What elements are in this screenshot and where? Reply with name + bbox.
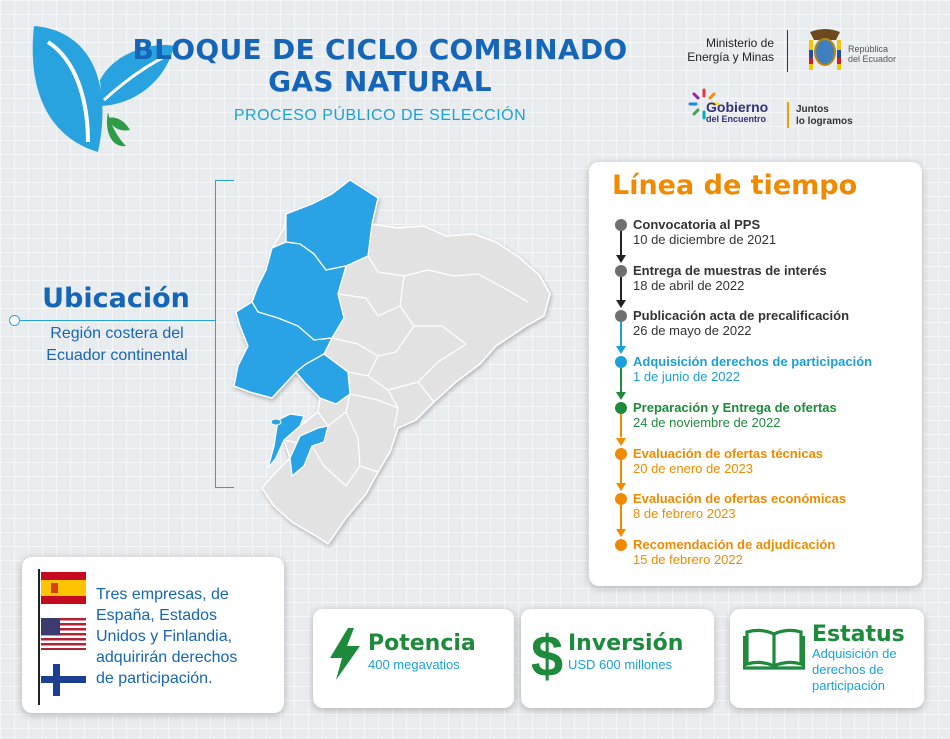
power-value: 400 megavatios [368,657,460,672]
juntos-slogan [796,104,853,128]
companies-line-1: Tres empresas, de [96,586,229,603]
timeline-arrow [616,529,626,537]
investment-value: USD 600 millones [568,657,673,672]
republica-label [848,44,896,64]
svg-text:$: $ [530,624,564,686]
timeline-item [633,308,849,338]
finland-flag-icon [41,664,86,696]
timeline-connector [620,277,622,301]
timeline-event: Convocatoria al PPS [633,217,761,232]
timeline-arrow [616,483,626,491]
status-line-3: participación [812,678,885,693]
status-title: Estatus [812,622,905,647]
status-value [812,646,920,694]
timeline-connector [620,505,622,529]
republica-line-1: República [848,44,889,54]
gobierno-main: Gobierno [706,99,769,115]
flag-pole [38,569,40,705]
dollar-sign-icon [530,624,564,686]
usa-flag-icon [41,618,86,650]
timeline-event: Evaluación de ofertas económicas [633,491,847,507]
companies-text [96,584,276,689]
location-title: Ubicación [42,283,190,314]
timeline-date: 1 de junio de 2022 [633,369,740,385]
timeline-date: 24 de noviembre de 2022 [633,414,781,430]
timeline-title: Línea de tiempo [612,170,858,201]
page-title [110,34,650,98]
juntos-line-1: Juntos [796,104,829,115]
investment-title: Inversión [568,631,684,656]
bracket-line [215,180,216,487]
header-divider [787,30,788,72]
ministry-line-2: Energía y Minas [687,50,774,64]
timeline-item [633,537,835,567]
power-title: Potencia [368,631,476,656]
timeline-arrow [616,255,626,263]
timeline-item [633,263,827,293]
title-line-2: GAS NATURAL [268,65,492,98]
timeline-arrow [616,346,626,354]
timeline-arrow [616,438,626,446]
timeline-dot [615,402,627,414]
timeline-event: Entrega de muestras de interés [633,262,827,278]
timeline-date: 15 de febrero 2022 [633,551,743,567]
timeline-item [633,491,846,521]
location-description [20,323,214,367]
status-line-1: Adquisición de [812,646,897,661]
timeline-connector [620,368,622,392]
ministry-line-1: Ministerio de [705,36,774,50]
timeline-connector [620,460,622,484]
timeline-date: 18 de abril de 2022 [633,277,745,293]
ecuador-map [228,176,568,548]
timeline-event: Adquisición derechos de participación [633,354,873,370]
coat-of-arms-icon [806,26,844,72]
open-book-icon [743,626,805,670]
timeline-connector [620,231,622,255]
republica-line-2: del Ecuador [848,54,897,64]
page-subtitle: PROCESO PÚBLICO DE SELECCIÓN [233,107,527,124]
timeline-arrow [616,392,626,400]
timeline-dot [615,265,627,277]
timeline-event: Publicación acta de precalificación [633,308,850,324]
companies-line-4: adquirirán derechos [96,649,238,666]
location-desc-line-1: Región costera del [50,325,184,342]
timeline-connector [620,322,622,346]
timeline-event: Preparación y Entrega de ofertas [633,399,837,415]
gobierno-sub: del Encuentro [706,114,767,124]
timeline-item [633,400,837,430]
timeline-item [633,217,776,247]
timeline-dot [615,539,627,551]
timeline-event: Recomendación de adjudicación [633,536,836,552]
timeline-item [633,354,872,384]
timeline-date: 10 de diciembre de 2021 [633,232,777,247]
timeline-item [633,446,823,476]
timeline-date: 20 de enero de 2023 [633,460,753,476]
location-desc-line-2: Ecuador continental [46,347,188,364]
ministry-label [660,36,774,64]
juntos-line-2: lo logramos [796,116,853,127]
status-line-2: derechos de [812,662,884,677]
timeline-arrow [616,300,626,308]
spain-flag-icon [41,572,86,604]
timeline-date: 26 de mayo de 2022 [633,323,752,339]
gobierno-logo [706,100,768,125]
bracket-connector [20,320,215,321]
bracket-dot [9,315,20,326]
timeline-dot [615,356,627,368]
companies-line-3: Unidos y Finlandia, [96,628,233,645]
timeline-event: Evaluación de ofertas técnicas [633,445,824,461]
companies-line-2: España, Estados [96,607,217,624]
timeline-dot [615,448,627,460]
timeline-dot [615,219,627,231]
timeline-date: 8 de febrero 2023 [633,506,736,522]
timeline-connector [620,414,622,438]
companies-line-5: de participación. [96,670,213,687]
gobierno-divider [787,102,789,128]
lightning-bolt-icon [328,628,362,680]
title-line-1: BLOQUE DE CICLO COMBINADO [132,33,628,66]
